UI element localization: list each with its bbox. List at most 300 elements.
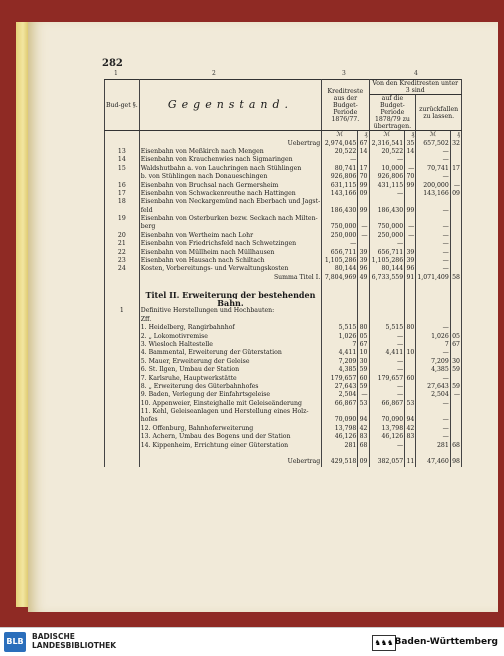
table-row xyxy=(105,198,462,206)
row-number xyxy=(105,366,140,374)
row-return: 143,166 xyxy=(416,190,451,198)
table-row xyxy=(105,332,462,340)
row-transfer: 5,515 xyxy=(369,324,405,332)
row-return: — xyxy=(416,156,451,164)
row-credit-pf: 39 xyxy=(359,257,368,265)
row-subject: 9. Baden, Verlegung der Einfahrtsgeleise xyxy=(139,391,321,399)
table-row xyxy=(105,248,462,256)
header-row xyxy=(105,80,462,95)
row-credit-pf: 05 xyxy=(359,332,368,340)
table-row xyxy=(105,433,462,441)
row-transfer-pf: — xyxy=(405,165,416,173)
row-credit-pf: 53 xyxy=(359,399,368,407)
row-number xyxy=(105,316,140,324)
row-return: — xyxy=(416,416,451,424)
row-return-pf xyxy=(450,223,461,231)
row-transfer: 2,316,541 xyxy=(369,139,405,147)
footer-bar xyxy=(0,627,504,656)
row-transfer: — xyxy=(369,240,405,248)
row-credit: 66,867 xyxy=(322,400,358,408)
row-return xyxy=(416,198,451,206)
row-transfer: — xyxy=(369,441,405,449)
row-transfer: 13,798 xyxy=(369,425,405,433)
coat-of-arms-icon: ♞♞♞ xyxy=(372,635,396,651)
ledger-body xyxy=(105,139,462,466)
table-row xyxy=(105,358,462,366)
row-return-pf: 68 xyxy=(452,441,460,449)
row-transfer: 179,657 xyxy=(369,374,405,382)
row-return xyxy=(416,450,451,458)
row-credit xyxy=(322,299,358,307)
table-row xyxy=(105,341,462,349)
row-subject: Eisenbahn von Wertheim nach Lohr xyxy=(139,232,321,240)
row-credit-pf: 67 xyxy=(359,340,368,348)
table-row xyxy=(105,374,462,382)
table-row xyxy=(105,307,462,315)
row-subject: 8. „ Erweiterung des Güterbahnhofes xyxy=(139,383,321,391)
row-return-pf xyxy=(450,282,461,290)
row-subject: 14. Kippenheim, Errichtung einer Güterstation xyxy=(139,441,321,449)
row-return-pf: 98 xyxy=(452,458,460,466)
unit-mark: ℳ xyxy=(416,131,451,140)
unit-mark: ₰ xyxy=(405,131,416,140)
row-return-pf xyxy=(450,248,461,256)
table-row xyxy=(105,215,462,223)
row-number xyxy=(105,441,140,449)
table-row xyxy=(105,181,462,189)
row-transfer-pf xyxy=(405,290,416,298)
row-transfer: — xyxy=(369,383,405,391)
row-credit: 7,209 xyxy=(322,358,358,366)
row-return-pf xyxy=(450,349,461,357)
row-credit-pf: 59 xyxy=(359,382,368,390)
row-subject: Summa Titel I. xyxy=(139,274,321,282)
row-credit xyxy=(322,282,358,290)
row-transfer: 186,430 xyxy=(369,207,405,215)
row-return-pf xyxy=(450,215,461,223)
row-credit-pf: 80 xyxy=(359,324,368,332)
row-credit: 1,026 xyxy=(322,332,358,340)
library-name[interactable] xyxy=(32,632,116,650)
row-transfer: — xyxy=(369,358,405,366)
row-transfer: 431,115 xyxy=(369,181,405,189)
row-return: 7 xyxy=(416,341,451,349)
row-transfer: 80,144 xyxy=(369,265,405,273)
row-number xyxy=(105,274,140,282)
row-return: 27,643 xyxy=(416,383,451,391)
library-name-line1: BADISCHE xyxy=(32,632,75,641)
table-row xyxy=(105,366,462,374)
row-number xyxy=(105,341,140,349)
row-subject: Uebertrag xyxy=(139,139,321,147)
ledger-table xyxy=(104,79,462,467)
row-number: 20 xyxy=(105,232,140,240)
row-return-pf xyxy=(450,198,461,206)
header-return: zurückfallen zu lassen. xyxy=(416,95,462,131)
row-credit-pf: 83 xyxy=(359,433,368,441)
row-return-pf xyxy=(450,257,461,265)
row-number: 19 xyxy=(105,215,140,223)
row-transfer-pf xyxy=(405,332,416,340)
row-return-pf xyxy=(450,316,461,324)
row-number xyxy=(105,400,140,408)
row-return-pf xyxy=(450,232,461,240)
row-transfer-pf: 83 xyxy=(406,433,415,441)
row-subject: Bahn. xyxy=(139,299,321,307)
row-transfer: 46,126 xyxy=(369,433,405,441)
row-number xyxy=(105,139,140,147)
row-return-pf: 17 xyxy=(452,164,460,172)
row-subject: Eisenbahn von Meßkirch nach Mengen xyxy=(139,148,321,156)
row-subject: 5. Mauer, Erweiterung der Geleise xyxy=(139,358,321,366)
row-subject: Eisenbahn von Bruchsal nach Germersheim xyxy=(139,181,321,189)
row-transfer xyxy=(369,450,405,458)
table-row xyxy=(105,265,462,273)
page-number: 282 xyxy=(102,58,123,69)
row-return: 2,504 xyxy=(416,391,451,399)
row-return-pf xyxy=(450,148,461,156)
row-subject: Eisenbahn von Krauchenwies nach Sigmaringen xyxy=(139,156,321,164)
table-row xyxy=(105,173,462,181)
row-credit: 7,804,969 xyxy=(322,274,358,282)
row-credit: — xyxy=(322,240,358,248)
row-credit: 13,798 xyxy=(322,425,358,433)
row-return-pf: 32 xyxy=(452,139,460,147)
row-transfer xyxy=(369,299,405,307)
row-number xyxy=(105,332,140,340)
row-credit-pf: 70 xyxy=(359,173,368,181)
row-credit-pf: 39 xyxy=(359,248,368,256)
row-return: — xyxy=(416,248,451,256)
row-credit-pf: 17 xyxy=(359,164,368,172)
row-credit-pf: 14 xyxy=(359,147,368,155)
row-return-pf xyxy=(450,240,461,248)
table-row xyxy=(105,450,462,458)
row-credit: 4,385 xyxy=(322,366,358,374)
row-number: 17 xyxy=(105,190,140,198)
row-transfer-pf xyxy=(405,391,416,399)
row-transfer: 10,000 xyxy=(369,165,405,173)
row-return-pf xyxy=(450,324,461,332)
header-subject-text: Gegenstand. xyxy=(167,97,294,111)
unit-mark: ₰ xyxy=(450,131,461,140)
column-number: 2 xyxy=(212,70,216,77)
row-credit: 46,126 xyxy=(322,433,358,441)
row-return: — xyxy=(416,349,451,357)
row-credit-pf: 96 xyxy=(359,265,368,273)
row-credit: 80,144 xyxy=(322,265,358,273)
header-group: Von den Kreditresten unter 3 sind xyxy=(369,80,462,95)
row-transfer-pf: 96 xyxy=(406,265,415,273)
row-return: 200,000 xyxy=(416,181,451,189)
table-row xyxy=(105,391,462,399)
row-number: 13 xyxy=(105,148,140,156)
row-transfer-pf xyxy=(405,282,416,290)
row-credit: 926,806 xyxy=(322,173,358,181)
row-return-pf: 09 xyxy=(452,189,460,197)
row-transfer-pf xyxy=(405,240,416,248)
row-return xyxy=(416,316,451,324)
table-row xyxy=(105,207,462,215)
row-transfer: — xyxy=(369,366,405,374)
row-subject: Zff. xyxy=(139,316,321,324)
row-credit xyxy=(322,316,358,324)
header-credit-remainder: Kreditreste aus der Budget-Periode 1876/77. xyxy=(322,80,369,131)
table-row xyxy=(105,156,462,164)
row-credit: 186,430 xyxy=(322,207,358,215)
table-row xyxy=(105,349,462,357)
row-credit-pf: 49 xyxy=(359,273,368,281)
row-subject: Waldshutbahn a. von Lauchringen nach Stühlingen xyxy=(139,165,321,173)
row-transfer: — xyxy=(369,341,405,349)
row-subject: Eisenbahn von Hausach nach Schiltach xyxy=(139,257,321,265)
row-transfer: 250,000 xyxy=(369,232,405,240)
table-row xyxy=(105,274,462,282)
row-transfer: 750,000 xyxy=(369,223,405,231)
row-credit-pf: 59 xyxy=(359,366,368,374)
row-return: — xyxy=(416,257,451,265)
row-return xyxy=(416,215,451,223)
row-return-pf xyxy=(450,299,461,307)
row-credit: 656,711 xyxy=(322,248,358,256)
row-subject: b. von Stühlingen nach Donaueschingen xyxy=(139,173,321,181)
row-subject: 3. Wiesloch Haltestelle xyxy=(139,341,321,349)
unit-mark: ₰ xyxy=(358,131,369,140)
row-subject xyxy=(139,282,321,290)
row-return-pf xyxy=(450,374,461,382)
row-subject: Definitive Herstellungen und Hochbauten: xyxy=(139,307,321,315)
row-return-pf xyxy=(450,290,461,298)
row-return-pf xyxy=(450,173,461,181)
row-transfer-pf: 14 xyxy=(406,147,415,155)
row-return: — xyxy=(416,425,451,433)
row-credit xyxy=(322,307,358,315)
row-credit-pf xyxy=(358,307,369,315)
row-return: 657,502 xyxy=(416,139,451,147)
row-return-pf xyxy=(450,207,461,215)
row-transfer-pf xyxy=(405,215,416,223)
column-number: 3 xyxy=(342,70,346,77)
row-transfer-pf: 80 xyxy=(406,324,415,332)
row-transfer: 66,867 xyxy=(369,400,405,408)
row-return xyxy=(416,290,451,298)
row-return: 7,209 xyxy=(416,358,451,366)
row-subject: Eisenbahn von Neckargemünd nach Eberbach und Jagst- xyxy=(140,198,321,206)
row-subject: Eisenbahn von Friedrichsfeld nach Schwetzingen xyxy=(139,240,321,248)
row-subject: 2. „ Lokomotivremise xyxy=(139,332,321,340)
row-transfer-pf: 10 xyxy=(406,349,415,357)
row-credit-pf: 68 xyxy=(359,441,368,449)
row-transfer-pf: 42 xyxy=(406,424,415,432)
row-transfer: — xyxy=(369,332,405,340)
table-row xyxy=(105,257,462,265)
row-number xyxy=(105,290,140,298)
row-transfer: — xyxy=(369,190,405,198)
row-return-pf: 67 xyxy=(452,340,460,348)
row-subject: 6. St. Ilgen, Umbau der Station xyxy=(139,366,321,374)
row-subject: 13. Achern, Umbau des Bogens und der Station xyxy=(139,433,321,441)
row-return: — xyxy=(416,324,451,332)
row-return xyxy=(416,299,451,307)
row-transfer xyxy=(369,198,405,206)
row-transfer: 70,090 xyxy=(369,416,405,424)
row-return: 4,385 xyxy=(416,366,451,374)
row-transfer-pf: 39 xyxy=(406,248,415,256)
row-number xyxy=(105,223,140,231)
row-subject: Kosten, Vorbereitungs- und Verwaltungskosten xyxy=(139,265,321,273)
row-return: 1,026 xyxy=(416,332,451,340)
row-transfer-pf: 99 xyxy=(406,181,415,189)
row-return-pf: — xyxy=(450,391,461,399)
state-name[interactable]: Baden-Württemberg xyxy=(394,637,498,647)
row-number: 21 xyxy=(105,240,140,248)
row-return-pf xyxy=(450,416,461,424)
row-transfer xyxy=(369,282,405,290)
row-transfer: 656,711 xyxy=(369,248,405,256)
row-return-pf xyxy=(450,408,461,416)
row-transfer-pf xyxy=(405,366,416,374)
table-row xyxy=(105,441,462,449)
row-number xyxy=(105,299,140,307)
row-return xyxy=(416,282,451,290)
row-return-pf: 58 xyxy=(452,273,460,281)
row-number: 18 xyxy=(105,198,140,206)
row-transfer: 926,806 xyxy=(369,173,405,181)
row-number xyxy=(105,425,140,433)
row-number: 1 xyxy=(105,307,140,315)
row-number xyxy=(105,450,140,458)
row-transfer-pf: 39 xyxy=(406,257,415,265)
row-credit: 1,105,286 xyxy=(322,257,358,265)
row-transfer-pf: — xyxy=(405,232,416,240)
row-credit-pf: 42 xyxy=(359,424,368,432)
unit-row xyxy=(105,131,462,140)
row-transfer-pf xyxy=(405,316,416,324)
row-number xyxy=(105,282,140,290)
row-credit-pf xyxy=(358,316,369,324)
row-return-pf xyxy=(450,400,461,408)
row-credit: 2,974,045 xyxy=(322,139,358,147)
row-credit xyxy=(322,408,358,416)
row-transfer-pf xyxy=(405,299,416,307)
row-return: — xyxy=(416,223,451,231)
row-return-pf: 59 xyxy=(452,366,460,374)
row-credit-pf: 10 xyxy=(359,349,368,357)
row-transfer-pf xyxy=(405,358,416,366)
row-credit xyxy=(322,450,358,458)
row-return xyxy=(416,408,451,416)
blb-logo[interactable]: BLB xyxy=(4,632,26,652)
row-transfer-pf xyxy=(405,190,416,198)
row-return-pf xyxy=(450,307,461,315)
row-number: 24 xyxy=(105,265,140,273)
row-credit-pf: 30 xyxy=(359,357,368,365)
unit-mark: ℳ xyxy=(322,131,358,140)
table-row xyxy=(105,282,462,290)
row-return-pf: 05 xyxy=(452,332,460,340)
row-return: — xyxy=(416,265,451,273)
row-credit-pf xyxy=(358,299,369,307)
row-credit-pf xyxy=(358,290,369,298)
table-row xyxy=(105,290,462,298)
row-credit-pf: 09 xyxy=(359,458,368,466)
table-row xyxy=(105,400,462,408)
row-subject: Uebertrag xyxy=(139,458,321,466)
row-credit-pf: — xyxy=(358,391,369,399)
row-return-pf xyxy=(450,156,461,164)
row-subject: Eisenbahn von Osterburken bezw. Seckach nach Milten- xyxy=(139,215,321,223)
row-transfer-pf: 53 xyxy=(406,399,415,407)
row-return-pf: — xyxy=(450,181,461,189)
row-transfer: 4,411 xyxy=(369,349,405,357)
row-credit: 281 xyxy=(322,441,358,449)
row-transfer-pf: — xyxy=(405,223,416,231)
row-number xyxy=(105,207,140,215)
row-transfer-pf: 99 xyxy=(406,206,415,214)
row-subject: hofes xyxy=(139,416,321,424)
row-return: 47,460 xyxy=(416,458,451,466)
row-transfer xyxy=(369,307,405,315)
row-transfer-pf: 60 xyxy=(406,374,415,382)
row-credit xyxy=(322,198,358,206)
row-subject: 4. Bammental, Erweiterung der Güterstation xyxy=(139,349,321,357)
row-credit xyxy=(322,290,358,298)
table-row xyxy=(105,223,462,231)
row-return: — xyxy=(416,433,451,441)
row-transfer: 6,733,559 xyxy=(369,274,405,282)
row-transfer: 20,522 xyxy=(369,148,405,156)
row-credit-pf: 09 xyxy=(359,189,368,197)
row-return-pf: 59 xyxy=(452,382,460,390)
row-return-pf xyxy=(450,433,461,441)
row-number xyxy=(105,458,140,466)
row-transfer xyxy=(369,408,405,416)
row-return-pf xyxy=(450,265,461,273)
row-credit: 7 xyxy=(322,341,358,349)
row-credit-pf: — xyxy=(358,223,369,231)
row-credit: 80,741 xyxy=(322,165,358,173)
row-transfer-pf xyxy=(405,156,416,164)
row-subject: 12. Offenburg, Bahnhoferweiterung xyxy=(139,425,321,433)
row-return xyxy=(416,307,451,315)
row-return: 70,741 xyxy=(416,165,451,173)
row-transfer-pf: 11 xyxy=(406,458,415,466)
table-row xyxy=(105,299,462,307)
row-return: — xyxy=(416,148,451,156)
row-credit-pf: — xyxy=(358,232,369,240)
table-row xyxy=(105,458,462,466)
row-credit-pf xyxy=(358,282,369,290)
row-number: 22 xyxy=(105,248,140,256)
header-subject xyxy=(139,80,321,131)
row-number xyxy=(105,358,140,366)
row-subject: Eisenbahn von Schwackenreuthe nach Hattingen xyxy=(139,190,321,198)
row-credit: 179,657 xyxy=(322,374,358,382)
row-transfer-pf xyxy=(405,198,416,206)
row-return: 281 xyxy=(416,441,451,449)
row-return: 1,071,409 xyxy=(417,273,449,281)
row-transfer-pf: 94 xyxy=(406,416,415,424)
row-credit-pf xyxy=(358,240,369,248)
row-number xyxy=(105,173,140,181)
library-name-line2: LANDESBIBLIOTHEK xyxy=(32,641,117,650)
row-transfer xyxy=(369,316,405,324)
row-credit xyxy=(322,215,358,223)
row-transfer-pf xyxy=(405,441,416,449)
row-return-pf xyxy=(450,425,461,433)
row-transfer: — xyxy=(369,156,405,164)
table-row xyxy=(105,316,462,324)
